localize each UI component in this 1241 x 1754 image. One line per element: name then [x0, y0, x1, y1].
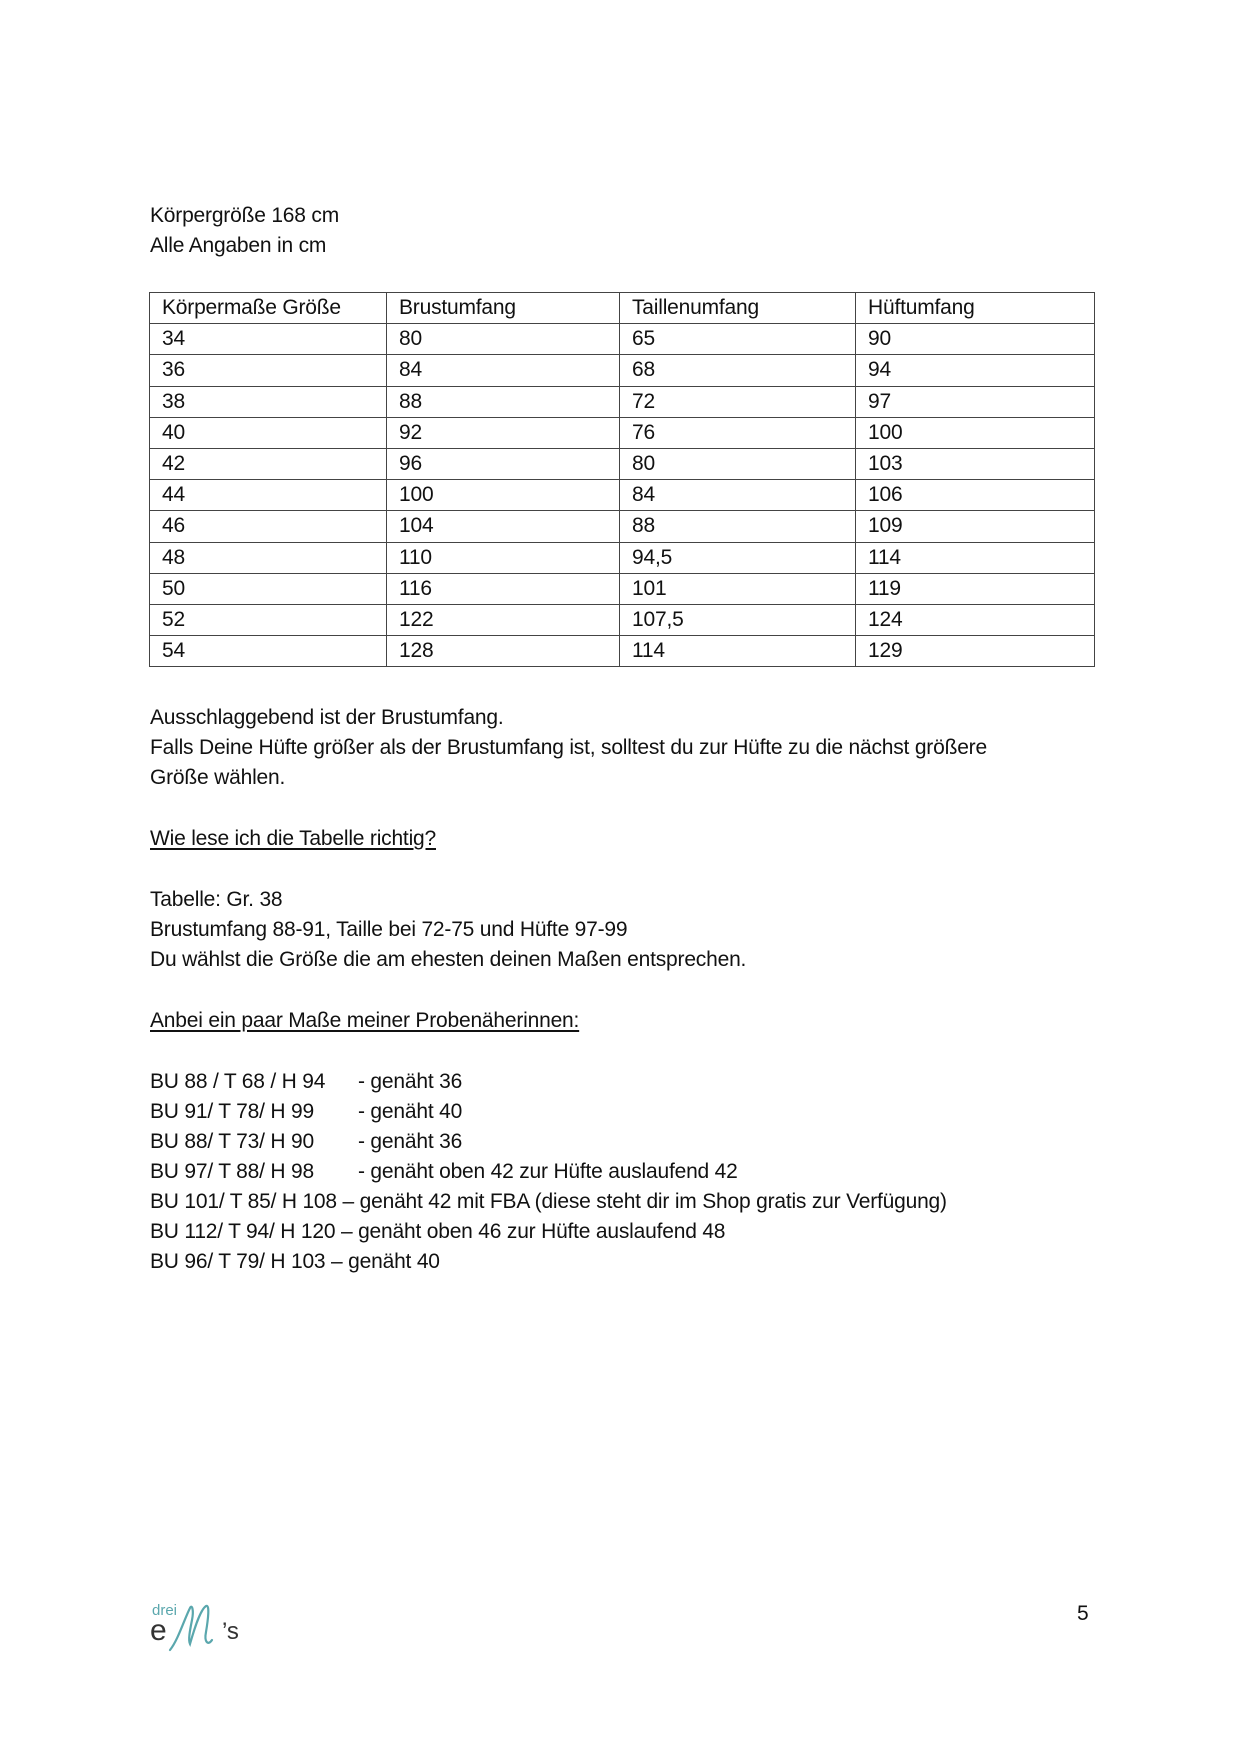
- header-bust: Brustumfang: [387, 293, 620, 324]
- tester-entry: [150, 1067, 462, 1097]
- cell-size: 34: [150, 324, 387, 355]
- cell-waist: 65: [620, 324, 856, 355]
- guidance-line-3: Größe wählen.: [150, 766, 286, 789]
- table-row: [150, 448, 1095, 479]
- tester-result: – genäht oben 46 zur Hüfte auslaufend 48: [340, 1220, 726, 1243]
- how-to-read-line-2: Brustumfang 88-91, Taille bei 72-75 und Hüfte 97-99: [150, 918, 628, 941]
- how-to-read-line-1: Tabelle: Gr. 38: [150, 888, 283, 911]
- header-size: Körpermaße Größe: [150, 293, 387, 324]
- cell-waist: 101: [620, 573, 856, 604]
- cell-size: 52: [150, 604, 387, 635]
- guidance-line-2: Falls Deine Hüfte größer als der Brustumfang ist, solltest du zur Hüfte zu die nächst größere: [150, 736, 987, 759]
- cell-hip: 100: [856, 417, 1095, 448]
- brand-logo: [150, 1600, 240, 1660]
- body-height-line: Körpergröße 168 cm: [150, 204, 339, 227]
- logo-small-text: drei: [152, 1602, 178, 1619]
- testers-heading: Anbei ein paar Maße meiner Probenäherinnen:: [150, 1009, 580, 1032]
- tester-entry: [150, 1097, 462, 1127]
- header-hip: Hüftumfang: [856, 293, 1095, 324]
- tester-measures: BU 91/ T 78/ H 99: [150, 1100, 314, 1123]
- cell-bust: 80: [387, 324, 620, 355]
- tester-measures: BU 96/ T 79/ H 103: [150, 1250, 326, 1273]
- tester-result: - genäht 36: [358, 1130, 463, 1153]
- cell-hip: 106: [856, 480, 1095, 511]
- cell-hip: 97: [856, 386, 1095, 417]
- tester-result: - genäht 36: [358, 1070, 463, 1093]
- cell-waist: 107,5: [620, 604, 856, 635]
- tester-result: – genäht 42 mit FBA (diese steht dir im Shop gratis zur Verfügung): [342, 1190, 947, 1213]
- tester-entry: [150, 1217, 725, 1247]
- cell-hip: 124: [856, 604, 1095, 635]
- cell-size: 40: [150, 417, 387, 448]
- cell-bust: 88: [387, 386, 620, 417]
- size-chart-table: [149, 292, 1095, 667]
- table-row: [150, 324, 1095, 355]
- logo-m-script-icon: [168, 1600, 228, 1655]
- cell-size: 38: [150, 386, 387, 417]
- cell-hip: 94: [856, 355, 1095, 386]
- cell-hip: 90: [856, 324, 1095, 355]
- table-row: [150, 511, 1095, 542]
- cell-hip: 119: [856, 573, 1095, 604]
- cell-bust: 128: [387, 636, 620, 667]
- table-row: [150, 636, 1095, 667]
- tester-entry: [150, 1187, 947, 1217]
- cell-size: 44: [150, 480, 387, 511]
- cell-size: 50: [150, 573, 387, 604]
- cell-bust: 110: [387, 542, 620, 573]
- tester-result: – genäht 40: [331, 1250, 440, 1273]
- table-row: [150, 604, 1095, 635]
- how-to-read-line-3: Du wählst die Größe die am ehesten deinen Maßen entsprechen.: [150, 948, 747, 971]
- cell-waist: 72: [620, 386, 856, 417]
- cell-hip: 109: [856, 511, 1095, 542]
- table-row: [150, 542, 1095, 573]
- how-to-read-heading: Wie lese ich die Tabelle richtig?: [150, 827, 436, 850]
- table-row: [150, 355, 1095, 386]
- guidance-line-1: Ausschlaggebend ist der Brustumfang.: [150, 706, 504, 729]
- tester-measures: BU 88/ T 73/ H 90: [150, 1130, 314, 1153]
- cell-bust: 92: [387, 417, 620, 448]
- cell-bust: 116: [387, 573, 620, 604]
- tester-measures: BU 88 / T 68 / H 94: [150, 1070, 326, 1093]
- tester-result: - genäht oben 42 zur Hüfte auslaufend 42: [358, 1160, 738, 1183]
- table-header-row: [150, 293, 1095, 324]
- logo-s: ’s: [222, 1618, 239, 1645]
- tester-entry: [150, 1127, 462, 1157]
- cell-waist: 80: [620, 448, 856, 479]
- cell-waist: 76: [620, 417, 856, 448]
- table-row: [150, 480, 1095, 511]
- cell-size: 48: [150, 542, 387, 573]
- tester-result: - genäht 40: [358, 1100, 463, 1123]
- table-row: [150, 417, 1095, 448]
- cell-size: 54: [150, 636, 387, 667]
- cell-size: 46: [150, 511, 387, 542]
- table-row: [150, 573, 1095, 604]
- cell-bust: 96: [387, 448, 620, 479]
- tester-entry: [150, 1247, 440, 1277]
- cell-waist: 68: [620, 355, 856, 386]
- cell-bust: 104: [387, 511, 620, 542]
- cell-hip: 129: [856, 636, 1095, 667]
- cell-waist: 94,5: [620, 542, 856, 573]
- cell-hip: 103: [856, 448, 1095, 479]
- cell-waist: 84: [620, 480, 856, 511]
- tester-measures: BU 112/ T 94/ H 120: [150, 1220, 336, 1243]
- cell-hip: 114: [856, 542, 1095, 573]
- cell-waist: 114: [620, 636, 856, 667]
- cell-size: 42: [150, 448, 387, 479]
- tester-entry: [150, 1157, 738, 1187]
- cell-bust: 100: [387, 480, 620, 511]
- cell-bust: 84: [387, 355, 620, 386]
- logo-e: e: [150, 1614, 167, 1647]
- table-row: [150, 386, 1095, 417]
- cell-size: 36: [150, 355, 387, 386]
- units-note: Alle Angaben in cm: [150, 234, 327, 257]
- tester-measures: BU 101/ T 85/ H 108: [150, 1190, 337, 1213]
- header-waist: Taillenumfang: [620, 293, 856, 324]
- tester-measures: BU 97/ T 88/ H 98: [150, 1160, 314, 1183]
- page-number: 5: [1077, 1602, 1089, 1625]
- cell-waist: 88: [620, 511, 856, 542]
- cell-bust: 122: [387, 604, 620, 635]
